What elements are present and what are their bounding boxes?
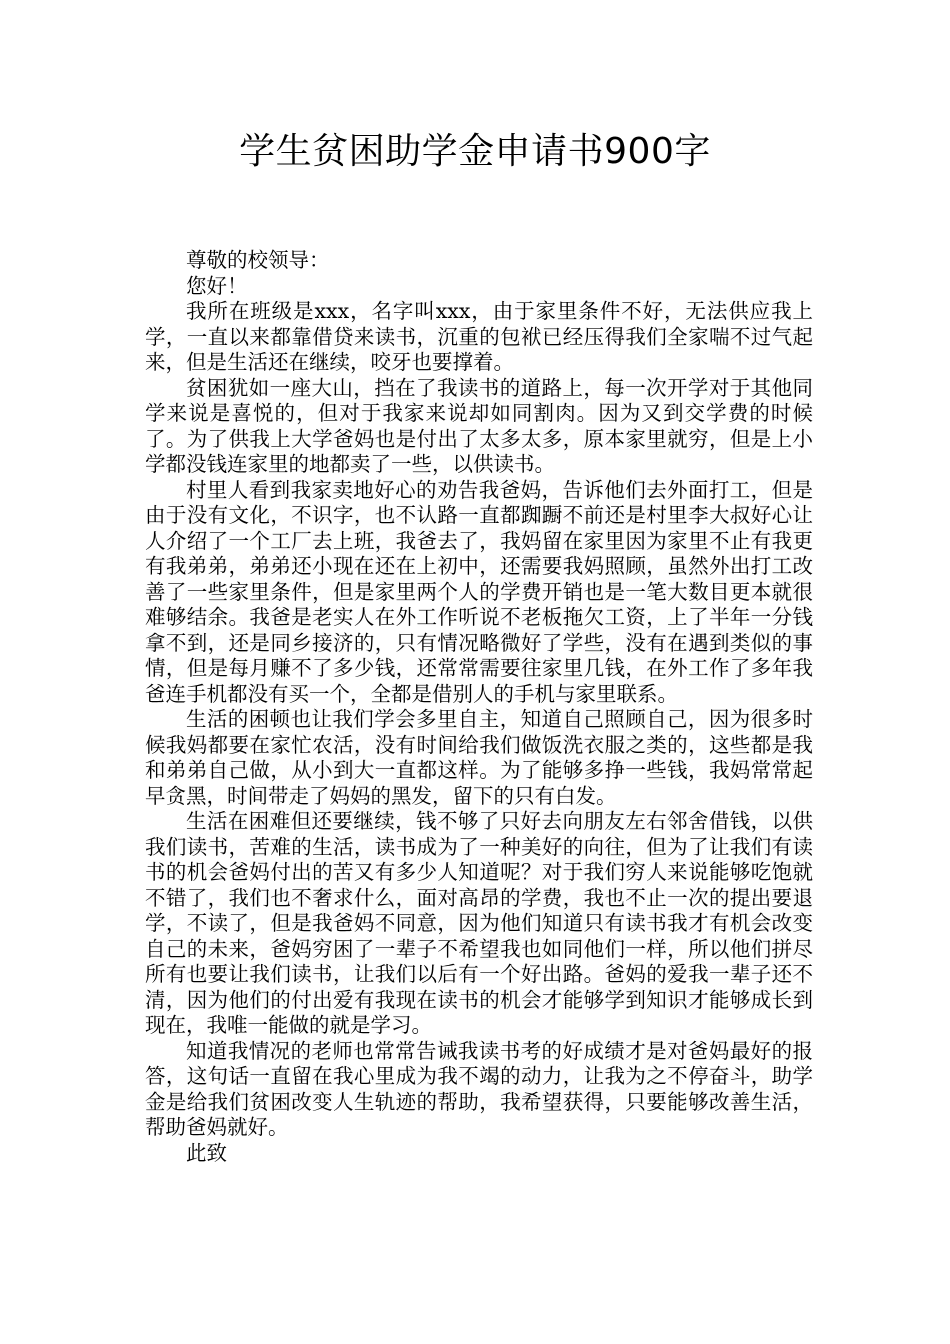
paragraph: 知道我情况的老师也常常告诫我读书考的好成绩才是对爸妈最好的报答，这句话一直留在我心里成为我不竭的动力，让我为之不停奋斗，助学金是给我们贫困改变人生轨迹的帮助，我希望获得，只要能够改善生活，帮助爸妈就好。	[145, 1038, 813, 1139]
paragraph: 贫困犹如一座大山，挡在了我读书的道路上，每一次开学对于其他同学来说是喜悦的，但对于我家来说却如同割肉。因为又到交学费的时候了。为了供我上大学爸妈也是付出了太多太多，原本家里就穷，但是上小学都没钱连家里的地都卖了一些，以供读书。	[145, 375, 813, 476]
closing: 此致	[186, 1140, 227, 1165]
paragraph: 生活在困难但还要继续，钱不够了只好去向朋友左右邻舍借钱，以供我们读书，苦难的生活，读书成为了一种美好的向往，但为了让我们有读书的机会爸妈付出的苦又有多少人知道呢？对于我们穷人来说能够吃饱就不错了，我们也不奢求什么，面对高昂的学费，我也不止一次的提出要退学，不读了，但是我爸妈不同意，因为他们知道只有读书我才有机会改变自己的未来，爸妈穷困了一辈子不希望我也如同他们一样，所以他们拼尽所有也要让我们读书，让我们以后有一个好出路。爸妈的爱我一辈子还不清，因为他们的付出爱有我现在读书的机会才能够学到知识才能够成长到现在，我唯一能做的就是学习。	[145, 809, 813, 1037]
letter-body	[145, 248, 813, 1166]
paragraph: 我所在班级是xxx，名字叫xxx，由于家里条件不好，无法供应我上学，一直以来都靠借贷来读书，沉重的包袱已经压得我们全家喘不过气起来，但是生活还在继续，咬牙也要撑着。	[145, 299, 813, 374]
paragraph: 生活的困顿也让我们学会多里自主，知道自己照顾自己，因为很多时候我妈都要在家忙农活，没有时间给我们做饭洗衣服之类的，这些都是我和弟弟自己做，从小到大一直都这样。为了能够多挣一些钱，我妈常常起早贪黑，时间带走了妈妈的黑发，留下的只有白发。	[145, 707, 813, 808]
greeting: 您好！	[186, 273, 248, 298]
paragraph: 村里人看到我家卖地好心的劝告我爸妈，告诉他们去外面打工，但是由于没有文化，不识字，也不认路一直都踟蹰不前还是村里李大叔好心让人介绍了一个工厂去上班，我爸去了，我妈留在家里因为家里不止有我更有我弟弟，弟弟还小现在还在上初中，还需要我妈照顾，虽然外出打工改善了一些家里条件，但是家里两个人的学费开销也是一笔大数目更本就很难够结余。我爸是老实人在外工作听说不老板拖欠工资，上了半年一分钱拿不到，还是同乡接济的，只有情况略微好了学些，没有在遇到类似的事情，但是每月赚不了多少钱，还常常需要往家里几钱，在外工作了多年我爸连手机都没有买一个，全都是借别人的手机与家里联系。	[145, 477, 813, 706]
salutation: 尊敬的校领导：	[186, 248, 330, 272]
document-title: 学生贫困助学金申请书900字	[239, 131, 711, 172]
